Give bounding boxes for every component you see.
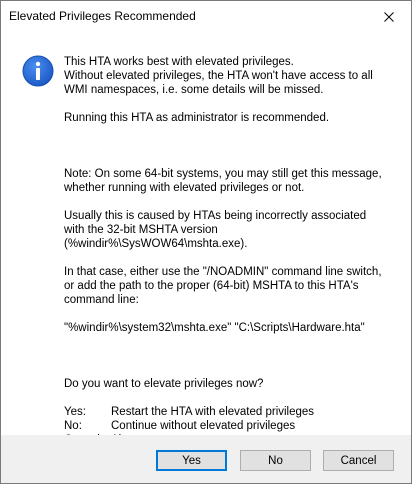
option-no — [64, 419, 404, 433]
cause-line: with the 32-bit MSHTA version — [64, 224, 218, 236]
command-line: "%windir%\system32\mshta.exe" "C:\Scripts\Hardware.hta" — [64, 322, 365, 334]
button-bar — [1, 435, 411, 483]
fix-line: command line: — [64, 294, 139, 306]
message-line: WMI namespaces, i.e. some details will be missed. — [64, 84, 324, 96]
fix-line: In that case, either use the "/NOADMIN" command line switch, — [64, 266, 382, 278]
close-button[interactable] — [366, 1, 411, 32]
cause-line: (%windir%\SysWOW64\mshta.exe). — [64, 238, 248, 250]
yes-button[interactable]: Yes — [156, 450, 227, 471]
option-desc: Restart the HTA with elevated privileges — [111, 406, 315, 418]
cancel-button[interactable]: Cancel — [323, 450, 394, 471]
dialog-content — [1, 32, 411, 435]
fix-line: or add the path to the proper (64-bit) MSHTA to this HTA's — [64, 280, 359, 292]
window-title: Elevated Privileges Recommended — [9, 9, 196, 23]
question-line: Do you want to elevate privileges now? — [64, 378, 264, 390]
close-icon — [384, 12, 394, 22]
cause-line: Usually this is caused by HTAs being incorrectly associated — [64, 210, 367, 222]
recommendation-line: Running this HTA as administrator is recommended. — [64, 112, 330, 124]
option-key: No: — [64, 420, 82, 432]
no-button[interactable]: No — [240, 450, 311, 471]
title-bar — [1, 1, 411, 32]
note-line: Note: On some 64-bit systems, you may still get this message, — [64, 168, 382, 180]
information-icon — [22, 55, 54, 87]
message-line: Without elevated privileges, the HTA won't have access to all — [64, 70, 373, 82]
option-yes — [64, 405, 404, 419]
note-line: whether running with elevated privileges or not. — [64, 182, 305, 194]
option-desc: Continue without elevated privileges — [111, 420, 296, 432]
message-text — [64, 55, 404, 447]
message-line: This HTA works best with elevated privileges. — [64, 56, 294, 68]
option-key: Yes: — [64, 406, 86, 418]
